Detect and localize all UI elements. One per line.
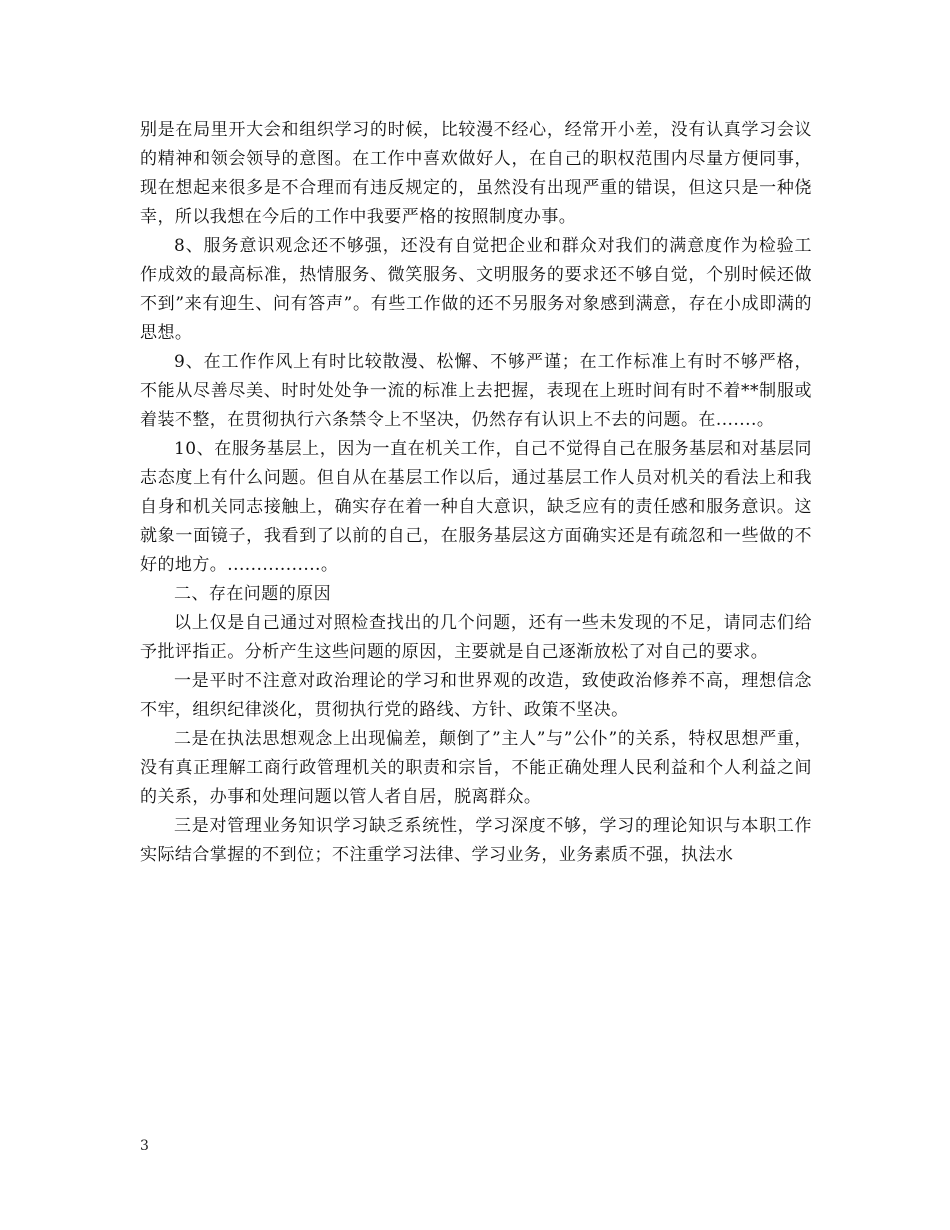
paragraph-summary: 以上仅是自己通过对照检查找出的几个问题，还有一些未发现的不足，请同志们给予批评指正。分析产生这些问题的原因，主要就是自己逐渐放松了对自己的要求。	[140, 613, 812, 662]
paragraph-item-9: 9、在工作作风上有时比较散漫、松懈、不够严谨；在工作标准上有时不够严格，不能从尽善尽美、时时处处争一流的标准上去把握，表现在上班时间有时不着**制服或着装不整，在贯彻执行六条禁令上不坚决，仍然存有认识上不去的问题。在.......。	[140, 352, 812, 430]
document-body	[140, 116, 812, 870]
page-number: 3	[140, 1138, 149, 1154]
paragraph-reason-1: 一是平时不注意对政治理论的学习和世界观的改造，致使政治修养不高，理想信念不牢，组织纪律淡化，贯彻执行党的路线、方针、政策不坚决。	[140, 671, 812, 720]
paragraph-continued: 别是在局里开大会和组织学习的时候，比较漫不经心，经常开小差，没有认真学习会议的精神和领会领导的意图。在工作中喜欢做好人，在自己的职权范围内尽量方便同事，现在想起来很多是不合理而有违反规定的，虽然没有出现严重的错误，但这只是一种侥幸，所以我想在今后的工作中我要严格的按照制度办事。	[140, 120, 812, 227]
paragraph-reason-2: 二是在执法思想观念上出现偏差，颠倒了”主人”与”公仆”的关系，特权思想严重，没有真正理解工商行政管理机关的职责和宗旨，不能正确处理人民利益和个人利益之间的关系，办事和处理问题以管人者自居，脱离群众。	[140, 729, 812, 807]
paragraph-item-10: 10、在服务基层上，因为一直在机关工作，自己不觉得自己在服务基层和对基层同志态度上有什么问题。但自从在基层工作以后，通过基层工作人员对机关的看法上和我自身和机关同志接触上，确实存在着一种自大意识，缺乏应有的责任感和服务意识。这就象一面镜子，我看到了以前的自己，在服务基层这方面确实还是有疏忽和一些做的不好的地方。................。	[140, 439, 812, 575]
paragraph-reason-3: 三是对管理业务知识学习缺乏系统性，学习深度不够，学习的理论知识与本职工作实际结合掌握的不到位；不注重学习法律、学习业务，业务素质不强，执法水	[140, 816, 812, 865]
section-heading: 二、存在问题的原因	[174, 584, 332, 604]
paragraph-item-8: 8、服务意识观念还不够强，还没有自觉把企业和群众对我们的满意度作为检验工作成效的最高标准，热情服务、微笑服务、文明服务的要求还不够自觉，个别时候还做不到”来有迎生、问有答声”。有些工作做的还不另服务对象感到满意，存在小成即满的思想。	[140, 236, 812, 343]
